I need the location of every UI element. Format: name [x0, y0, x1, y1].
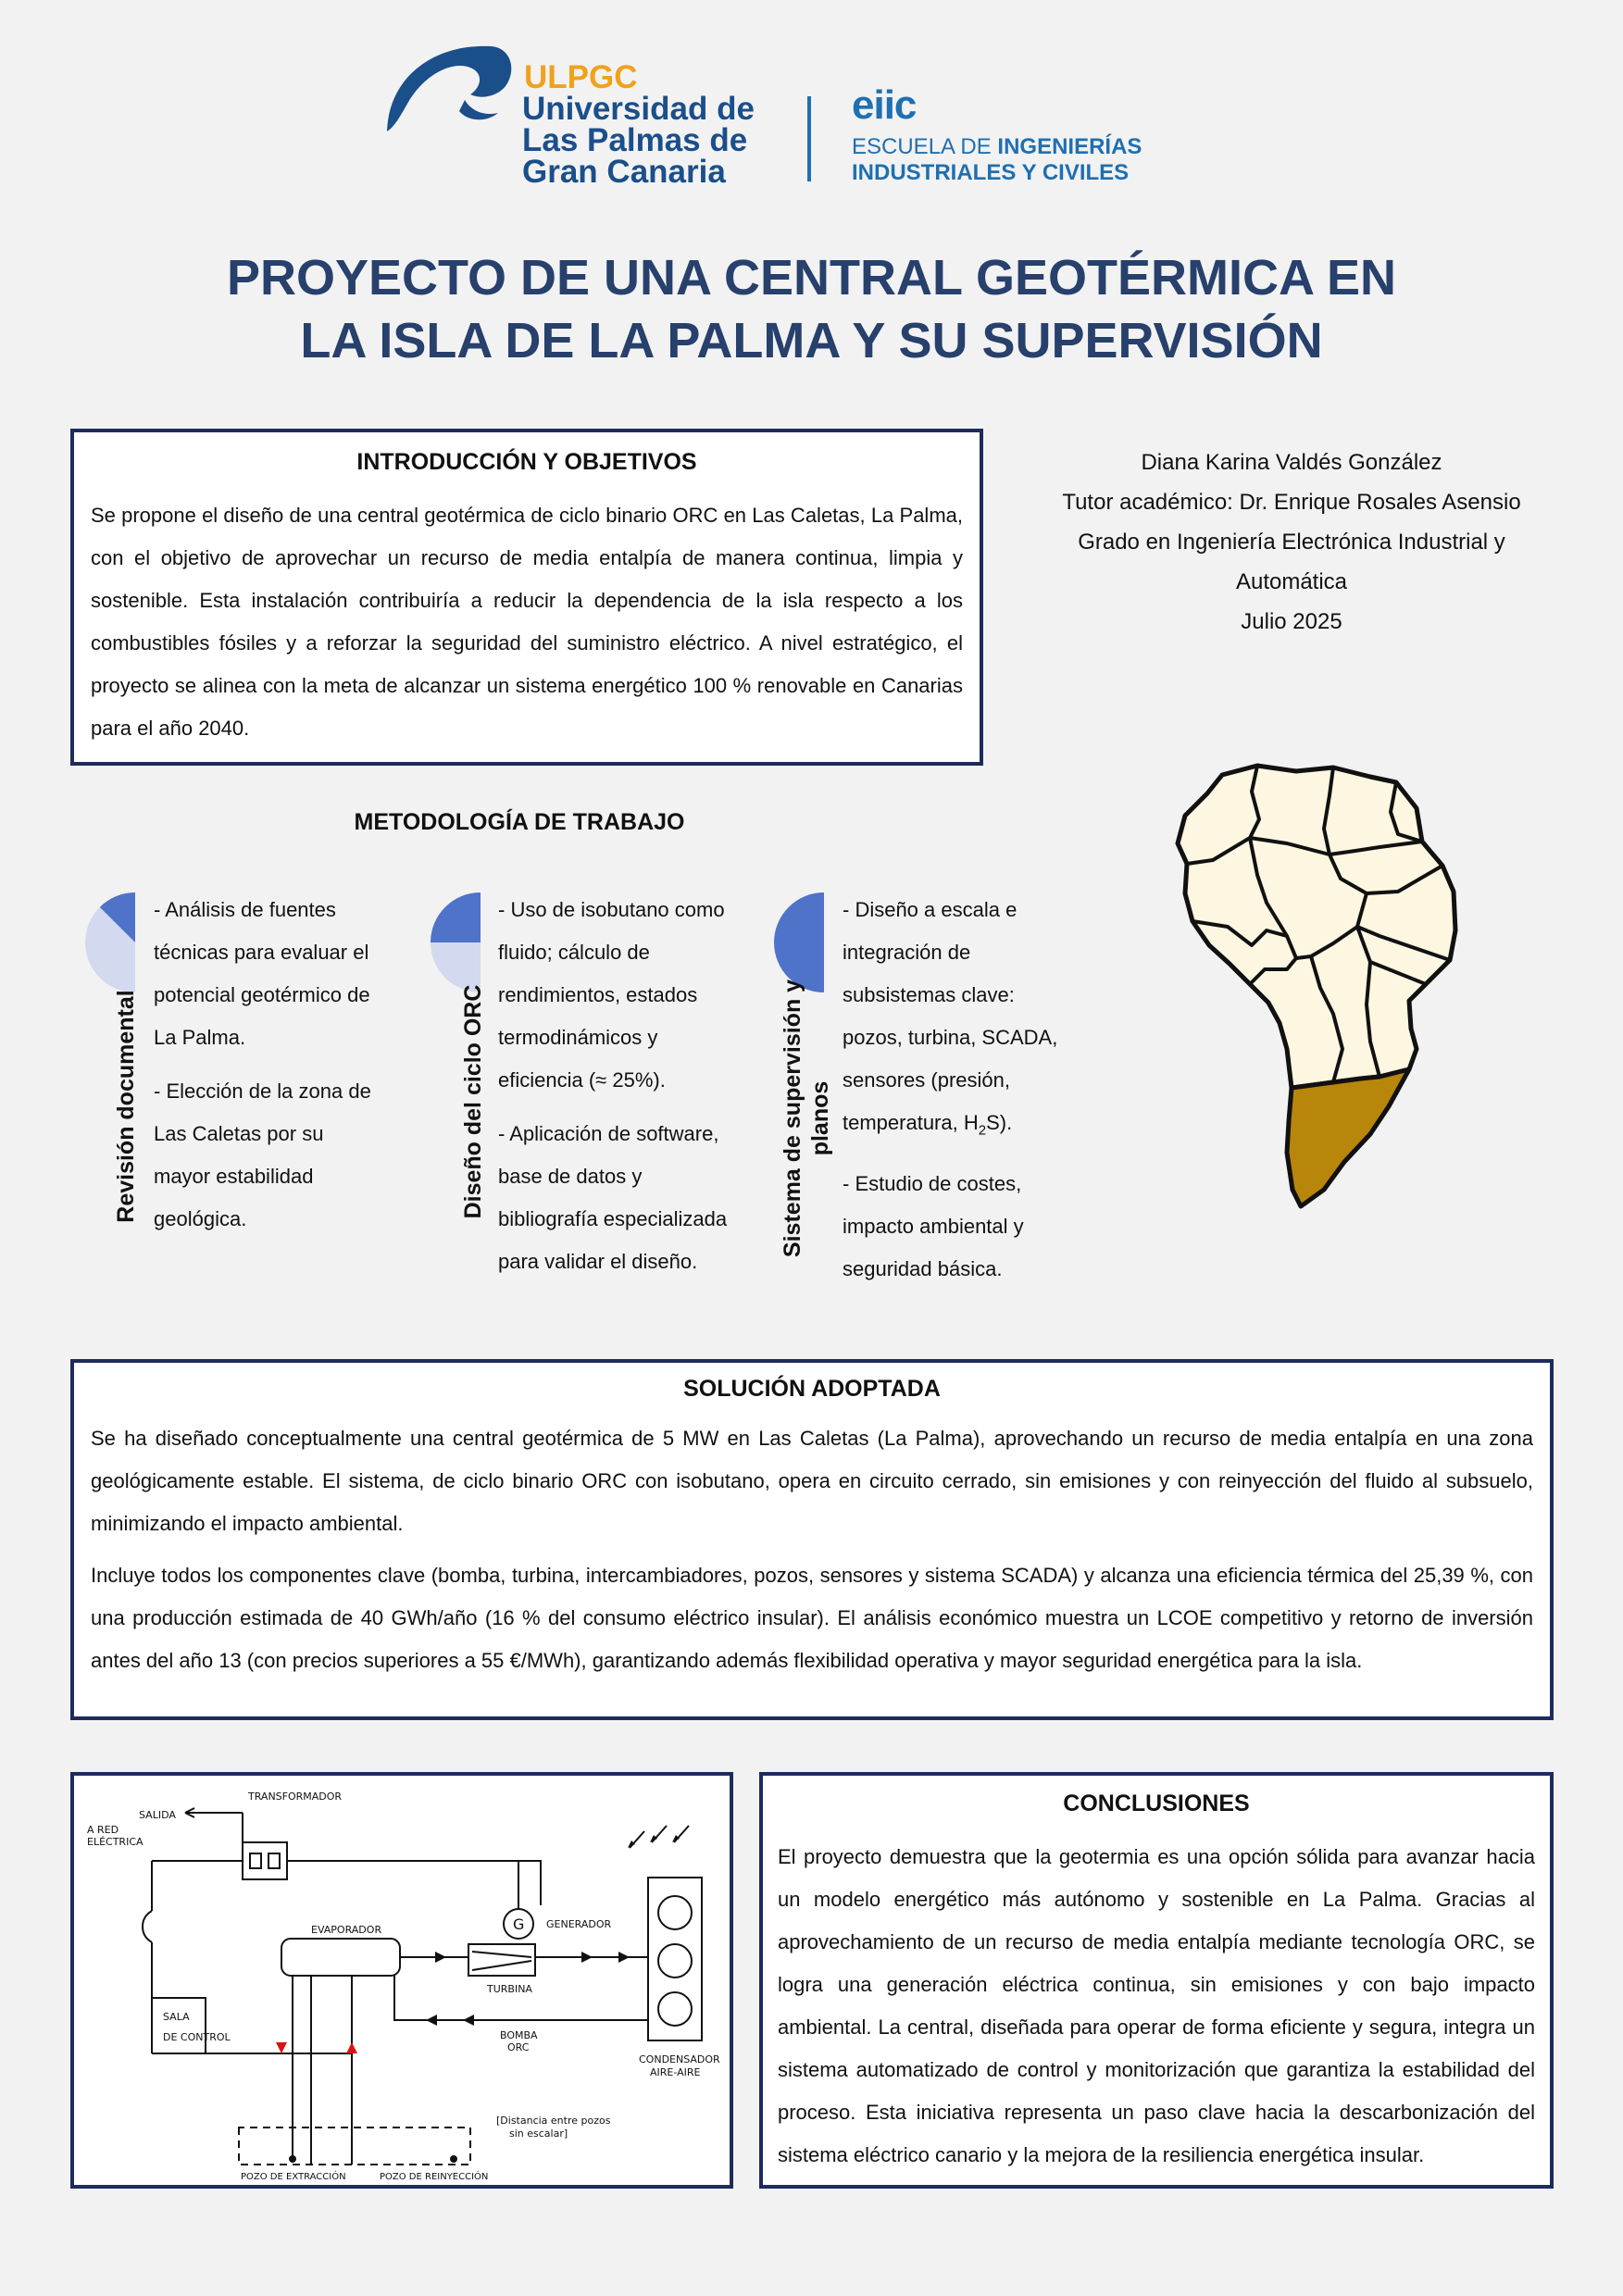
method-label-1: Revisión documental	[113, 990, 139, 1223]
la-palma-map-icon	[1148, 755, 1472, 1245]
method-1-point-2: - Elección de la zona de Las Caletas por su mayor estabilidad geológica.	[154, 1079, 371, 1230]
solution-box	[70, 1359, 1554, 1720]
label-bomba-2: ORC	[507, 2041, 530, 2053]
header-divider	[807, 96, 811, 181]
label-sala-2: DE CONTROL	[163, 2031, 231, 2043]
method-text-2	[498, 889, 730, 1294]
ulpgc-line2: Las Palmas de	[522, 122, 748, 158]
method-3-point-1-text: - Diseño a escala e integración de subsistemas clave: pozos, turbina, SCADA, sensores (presión, temperatura, H	[843, 898, 1058, 1134]
orc-plant-diagram	[74, 1776, 730, 2185]
methodology-heading: METODOLOGÍA DE TRABAJO	[354, 809, 685, 835]
method-label-3-line1: Sistema de supervisión y	[780, 979, 805, 1258]
label-turbina: TURBINA	[487, 1983, 532, 1995]
method-3-point-1-end: S).	[986, 1111, 1013, 1134]
pie-fill	[431, 892, 481, 942]
ulpgc-line1: Universidad de	[522, 91, 755, 127]
method-label-3-line2: planos	[807, 1080, 833, 1156]
solution-paragraph-1: Se ha diseñado conceptualmente una central geotérmica de 5 MW en Las Caletas (La Palma), aprovechando un recurso de media entalpía en una zona geológicamente estable. El sistema, de ciclo binario ORC con isobutano, opera en circuito cerrado, sin emisiones y con reinyección del fluido al subsuelo, minimizando el impacto ambiental.	[91, 1427, 1533, 1535]
author-name: Diana Karina Valdés González	[1141, 450, 1442, 475]
method-2-point-2: - Aplicación de software, base de datos y bibliografía especializada para validar el diseño.	[498, 1122, 728, 1273]
method-text-3	[843, 889, 1074, 1302]
label-salida: SALIDA	[139, 1809, 176, 1821]
label-condensador-2: AIRE-AIRE	[650, 2066, 701, 2078]
solution-heading: SOLUCIÓN ADOPTADA	[683, 1376, 941, 1402]
ulpgc-short: ULPGC	[524, 59, 638, 95]
intro-text: Se propone el diseño de una central geotérmica de ciclo binario ORC en Las Caletas, La Palma, con el objetivo de aprovechar un recurso de media entalpía de manera continua, limpia y sostenible. Esta instalación contribuiría a reducir la dependencia de la isla respecto a los combustibles fósiles y a reforzar la seguridad del suministro eléctrico. A nivel estratégico, el proyecto se alinea con la meta de alcanzar un sistema energético 100 % renovable en Canarias para el año 2040.	[91, 504, 963, 740]
school-line2: INDUSTRIALES Y CIVILES	[852, 160, 1130, 185]
ulpgc-emblem-icon	[380, 39, 518, 141]
generator-symbol: G	[513, 1915, 525, 1933]
method-2-point-1: - Uso de isobutano como fluido; cálculo de rendimientos, estados termodinámicos y eficiencia (≈ 25%).	[498, 898, 725, 1092]
label-distancia-1: [Distancia entre pozos	[496, 2115, 611, 2127]
label-generador: GENERADOR	[546, 1918, 612, 1930]
page-title-line2: LA ISLA DE LA PALMA Y SU SUPERVISIÓN	[300, 313, 1323, 368]
label-bomba-1: BOMBA	[500, 2029, 538, 2041]
conclusions-heading: CONCLUSIONES	[1063, 1791, 1250, 1816]
label-pozo-extraccion: POZO DE EXTRACCIÓN	[241, 2172, 346, 2182]
label-condensador-1: CONDENSADOR	[639, 2053, 720, 2065]
degree-line2: Automática	[1235, 569, 1348, 594]
school-line1-b: INGENIERÍAS	[997, 134, 1142, 159]
method-3-point-1-sub: 2	[978, 1122, 987, 1139]
school-line1-a: ESCUELA DE	[852, 134, 992, 159]
date: Julio 2025	[1241, 609, 1342, 634]
conclusions-text: El proyecto demuestra que la geotermia es una opción sólida para avanzar hacia un modelo energético más autónomo y sostenible en La Palma. Gracias al aprovechamiento de un recurso de media entalpía mediante tecnología ORC, se logra una generación eléctrica continua, sin emisiones y con bajo impacto ambiental. La central, diseñada para operar de forma eficiente y segura, integra un sistema automatizado de control y monitorización que garantiza la estabilidad del proceso. Esta iniciativa representa un paso clave hacia la descarbonización del sistema eléctrico canario y la mejora de la resiliencia energética insular.	[778, 1845, 1535, 2166]
solution-paragraph-2: Incluye todos los componentes clave (bomba, turbina, intercambiadores, pozos, sensores y sistema SCADA) y alcanza una eficiencia térmica del 25,39 %, con una producción estimada de 40 GWh/año (16 % del consumo eléctrico insular). El análisis económico muestra un LCOE competitivo y retorno de inversión antes del año 13 (con precios superiores a 55 €/MWh), garantizando además flexibilidad operativa y mayor seguridad energética para la isla.	[91, 1564, 1533, 1672]
method-3-point-1	[843, 889, 1074, 1152]
label-red-1: A RED	[87, 1824, 119, 1836]
label-evaporador: EVAPORADOR	[311, 1924, 382, 1936]
eiic-wordmark: eiic	[852, 82, 917, 128]
label-distancia-2: sin escalar]	[509, 2128, 568, 2140]
label-transformador: TRANSFORMADOR	[248, 1791, 343, 1803]
label-red-2: ELÉCTRICA	[87, 1836, 144, 1848]
school-line1	[852, 135, 1142, 159]
conclusions-box	[759, 1772, 1554, 2189]
method-3-point-2: - Estudio de costes, impacto ambiental y seguridad básica.	[843, 1172, 1024, 1281]
degree-line1: Grado en Ingeniería Electrónica Industrial y	[1078, 530, 1505, 555]
ulpgc-line3: Gran Canaria	[522, 154, 726, 190]
intro-heading: INTRODUCCIÓN Y OBJETIVOS	[356, 449, 697, 475]
label-pozo-reinyeccion: POZO DE REINYECCIÓN	[380, 2172, 489, 2182]
method-label-2: Diseño del ciclo ORC	[460, 984, 486, 1219]
tutor: Tutor académico: Dr. Enrique Rosales Asensio	[1062, 490, 1521, 515]
intro-box	[70, 429, 983, 766]
page-title-line1: PROYECTO DE UNA CENTRAL GEOTÉRMICA EN	[226, 250, 1397, 306]
diagram-box	[70, 1772, 733, 2189]
method-label-3	[779, 966, 834, 1271]
method-text-1	[154, 889, 385, 1252]
label-sala-1: SALA	[163, 2011, 190, 2023]
method-1-point-1: - Análisis de fuentes técnicas para evaluar el potencial geotérmico de La Palma.	[154, 898, 370, 1049]
